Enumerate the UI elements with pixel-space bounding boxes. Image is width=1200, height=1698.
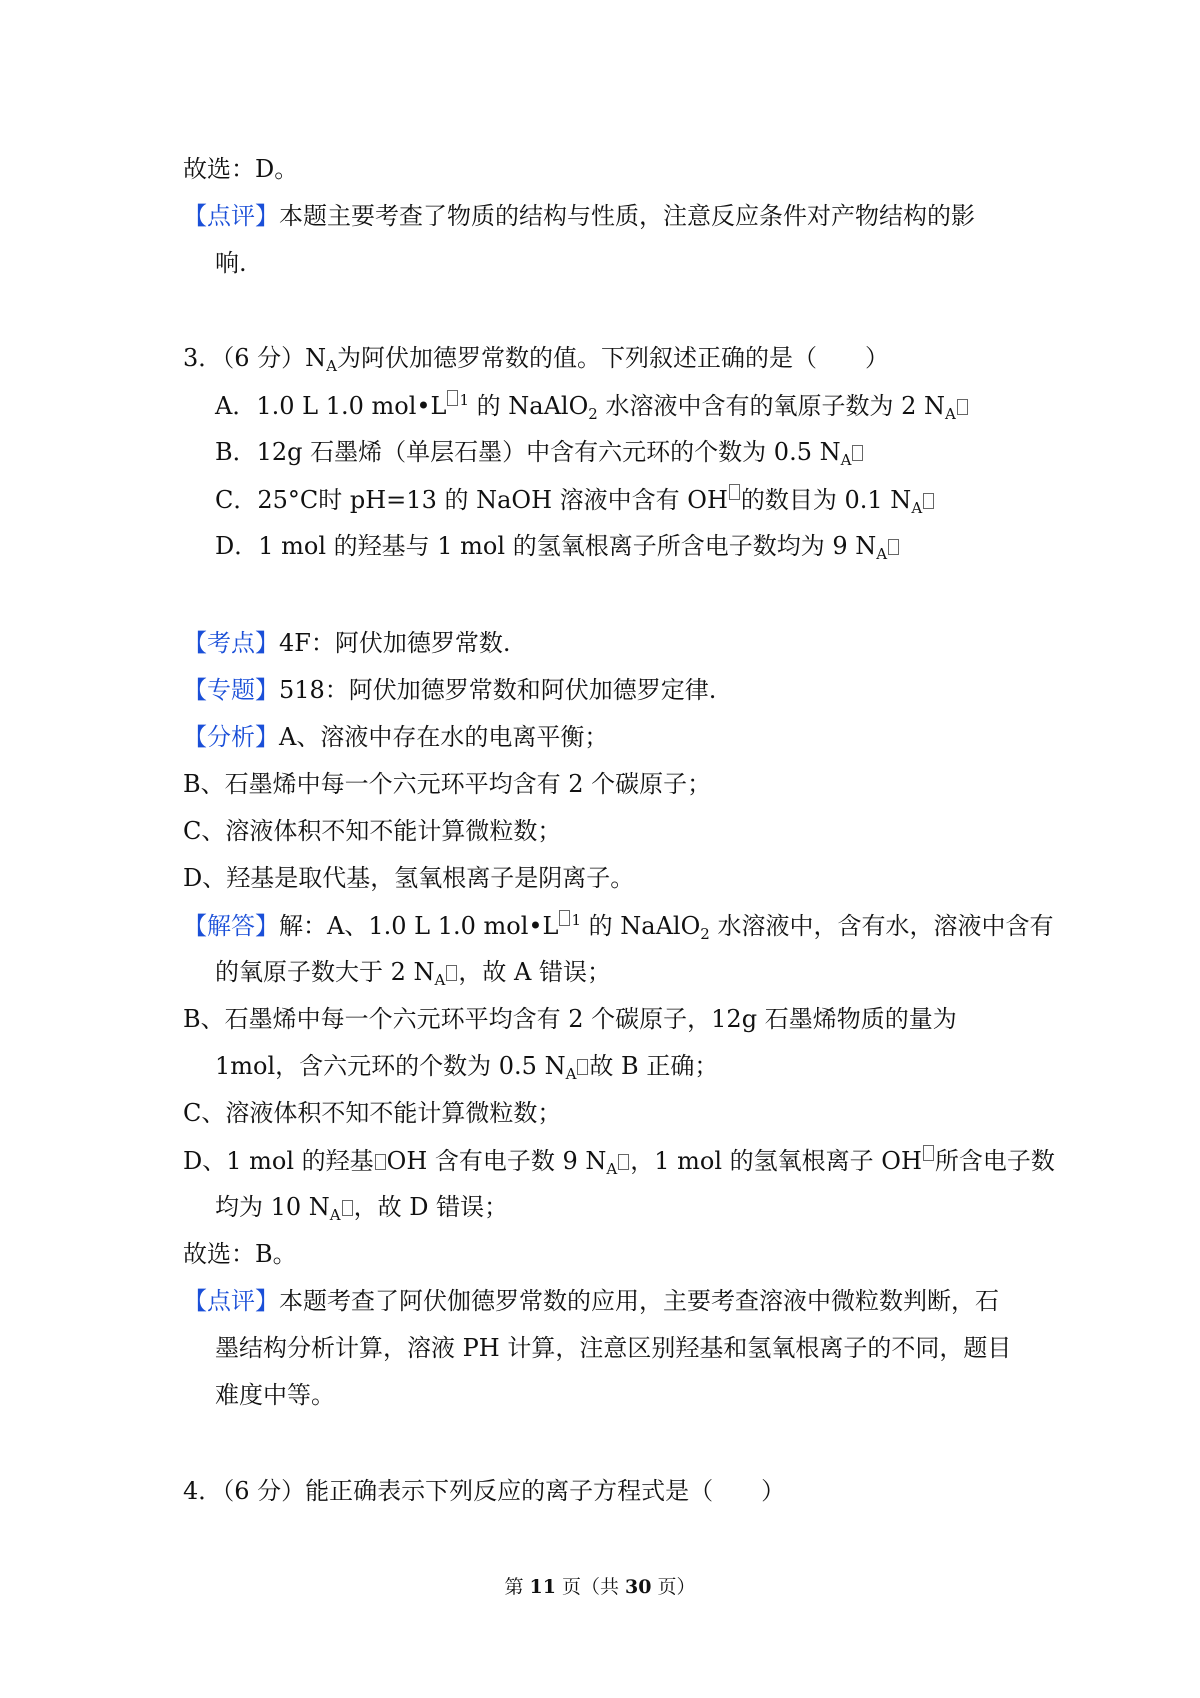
missing-glyph-icon (577, 1059, 588, 1075)
missing-glyph-icon (888, 539, 899, 555)
jieda-b-continued: 1mol，含六元环的个数为 0.5 $N_A$ 故 B 正确； (215, 1052, 719, 1083)
q3-stem: 3．（6 分）$N_A$为阿伏加德罗常数的值。下列叙述正确的是（ ） (183, 344, 890, 375)
fenxi: 【分析】A、溶液中存在水的电离平衡； (183, 723, 609, 751)
q2-conclusion: 故选：D。 (183, 155, 299, 183)
missing-glyph-icon (957, 399, 968, 415)
comment-text: 本题主要考查了物质的结构与性质，注意反应条件对产物结构的影 (279, 202, 975, 230)
jieda-d-continued: 均为 10 $N_A$ ，故 D 错误； (215, 1193, 509, 1224)
missing-glyph-icon (447, 390, 458, 406)
fenxi-line-c: C、溶液体积不知不能计算微粒数； (183, 817, 562, 845)
page-total: 30 (625, 1576, 652, 1598)
q2-comment (183, 201, 975, 231)
fenxi-line-d: D、羟基是取代基，氢氧根离子是阴离子。 (183, 864, 635, 892)
missing-glyph-icon (375, 1154, 386, 1170)
jieda-d: D、1 mol 的羟基 OH 含有电子数 9 $N_A$ ，1 mol 的氢氧根离子 OH 所含电子数 (183, 1147, 1055, 1178)
comment-tag: 【点评】 (183, 202, 279, 230)
missing-glyph-icon (923, 1145, 934, 1161)
q3-option-a: A．1.0 L 1.0 mol•L $^1$ 的 NaAlO$_2$ 水溶液中含有的氧原子数为 2 $N_A$ (215, 390, 969, 421)
dianping: 【点评】本题考查了阿伏伽德罗常数的应用，主要考查溶液中微粒数判断，石 (183, 1287, 999, 1315)
missing-glyph-icon (729, 484, 740, 500)
jieda: 【解答】解：A、1.0 L 1.0 mol•L $^1$ 的 NaAlO$_2$ 水溶液中，含有水，溶液中含有 (183, 911, 1054, 943)
missing-glyph-icon (342, 1200, 353, 1216)
q3-conclusion: 故选：B。 (183, 1240, 297, 1268)
kaodian: 【考点】4F：阿伏加德罗常数. (183, 629, 511, 657)
page-footer: 第 11 页（共 30 页） (504, 1576, 696, 1598)
q3-option-b: B．12g 石墨烯（单层石墨）中含有六元环的个数为 0.5 $N_A$ (215, 437, 864, 467)
q4-stem: 4．（6 分）能正确表示下列反应的离子方程式是（ ） (183, 1477, 786, 1505)
page-number: 11 (529, 1576, 556, 1598)
missing-glyph-icon (852, 445, 863, 461)
q2-comment-continued: 响. (215, 249, 247, 277)
q3-option-d: D．1 mol 的羟基与 1 mol 的氢氧根离子所含电子数均为 9 $N_A$ (215, 531, 900, 561)
q3-option-c: C．25°C时 pH=13 的 NaOH 溶液中含有 OH 的数目为 0.1 $N_A$ (215, 484, 935, 515)
dianping-line3: 难度中等。 (215, 1381, 335, 1409)
missing-glyph-icon (923, 493, 934, 509)
dianping-line2: 墨结构分析计算，溶液 PH 计算，注意区别羟基和氢氧根离子的不同，题目 (215, 1334, 1012, 1362)
missing-glyph-icon (618, 1154, 629, 1170)
zhuanti: 【专题】518：阿伏加德罗常数和阿伏加德罗定律. (183, 676, 717, 704)
fenxi-line-b: B、石墨烯中每一个六元环平均含有 2 个碳原子； (183, 770, 712, 798)
jieda-b: B、石墨烯中每一个六元环平均含有 2 个碳原子，12g 石墨烯物质的量为 (183, 1005, 957, 1033)
jieda-c: C、溶液体积不知不能计算微粒数； (183, 1099, 562, 1127)
jieda-a-continued: 的氧原子数大于 2 $N_A$ ，故 A 错误； (215, 958, 611, 989)
missing-glyph-icon (559, 910, 570, 926)
missing-glyph-icon (446, 965, 457, 981)
